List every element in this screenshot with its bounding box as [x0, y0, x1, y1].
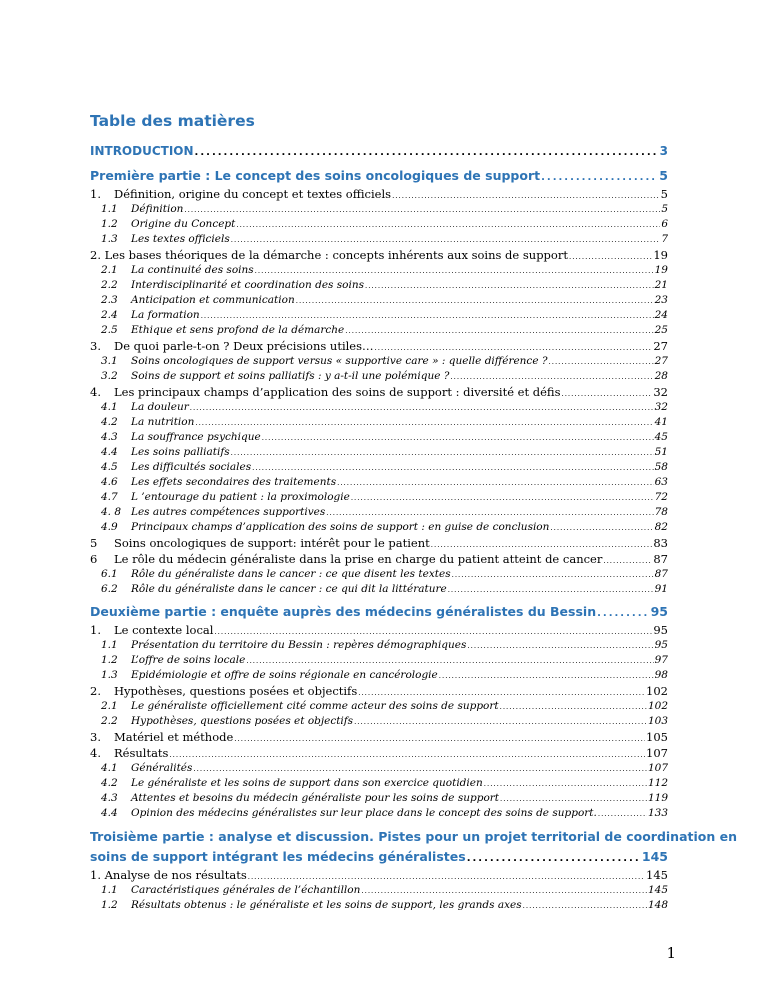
toc-entry-number: 4.4: [101, 446, 118, 458]
toc-entry-label: Définition: [131, 203, 184, 215]
toc-entry-number: 6.2: [101, 583, 118, 595]
toc-entry-label: Ethique et sens profond de la démarche: [131, 324, 345, 336]
toc-entry-label: Le généraliste et les soins de support dans son exercice quotidien: [131, 777, 483, 789]
toc-entry-label: Rôle du généraliste dans le cancer : ce que disent les textes: [131, 568, 451, 580]
toc-part-2-entries: [90, 622, 668, 821]
dot-leader: [354, 715, 647, 729]
toc-part-label-line1: Troisième partie : analyse et discussion. Pistes pour un projet territorial de coordination en: [90, 829, 737, 844]
toc-subsection-entry[interactable]: [90, 806, 668, 821]
toc-entry-page: 27: [653, 339, 668, 353]
toc-entry-page: 32: [654, 401, 668, 413]
toc-subsection-entry[interactable]: [90, 415, 668, 430]
dot-leader: [598, 807, 647, 821]
toc-entry-number: 5: [90, 536, 98, 550]
dot-leader: [448, 583, 654, 597]
toc-entry-label: Attentes et besoins du médecin généraliste pour les soins de support: [131, 792, 500, 804]
toc-entry-number: 3.: [90, 730, 101, 744]
toc-entry-label: Présentation du territoire du Bessin : repères démographiques: [131, 639, 467, 651]
toc-entry-label: Définition, origine du concept et textes officiels: [114, 187, 392, 201]
dot-leader: [431, 537, 653, 551]
toc-entry-number: 1.: [90, 623, 101, 637]
toc-subsection-entry[interactable]: [90, 653, 668, 668]
toc-entry-label: Hypothèses, questions posées et objectifs: [131, 715, 354, 727]
toc-entry-number: 4.3: [101, 792, 118, 804]
toc-section-entry[interactable]: [90, 683, 668, 699]
toc-entry-label: Origine du Concept: [131, 218, 236, 230]
toc-entry-number: 1.1: [101, 639, 118, 651]
toc-entry-page: 19: [653, 248, 668, 262]
toc-entry-label: L’offre de soins locale: [131, 654, 246, 666]
toc-entry-label: Les difficultés sociales: [131, 461, 252, 473]
dot-leader: [246, 654, 653, 668]
toc-entry-number: 3.2: [101, 370, 118, 382]
toc-entry-number: 4.1: [101, 401, 118, 413]
dot-leader: [550, 521, 653, 535]
toc-entry-page: 83: [653, 536, 668, 550]
toc-entry-page: 41: [654, 416, 668, 428]
toc-part-label-line2-row: [90, 847, 668, 867]
toc-entry-label: 1. Analyse de nos résultats: [90, 868, 247, 882]
toc-subsection-entry[interactable]: [90, 475, 668, 490]
dot-leader: [597, 604, 649, 622]
toc-entry-number: 1.1: [101, 203, 118, 215]
dot-leader: [326, 506, 653, 520]
toc-entry-page: 6: [661, 218, 668, 230]
toc-subsection-entry[interactable]: [90, 699, 668, 714]
dot-leader: [190, 401, 654, 415]
toc-subsection-entry[interactable]: [90, 460, 668, 475]
dot-leader: [184, 203, 660, 217]
toc-entry-number: 3.: [90, 339, 101, 353]
toc-entry-number: 4.1: [101, 762, 118, 774]
toc-section-entry[interactable]: [90, 535, 668, 551]
toc-entry-page: 19: [654, 264, 668, 276]
toc-entry-page: 45: [654, 431, 668, 443]
toc-entry-number: 2.2: [101, 715, 118, 727]
toc-entry-number: 6: [90, 552, 98, 566]
toc-subsection-entry[interactable]: [90, 567, 668, 582]
toc-subsection-entry[interactable]: [90, 776, 668, 791]
table-of-contents: [90, 142, 737, 913]
dot-leader: [467, 849, 641, 867]
dot-leader: [195, 144, 659, 160]
toc-entry-page: 105: [646, 730, 668, 744]
dot-leader: [201, 309, 654, 323]
toc-subsection-entry[interactable]: [90, 263, 668, 278]
toc-entry-label: Les soins palliatifs: [131, 446, 230, 458]
toc-subsection-entry[interactable]: [90, 638, 668, 653]
page-number: 1: [666, 944, 676, 962]
toc-subsection-entry[interactable]: [90, 202, 668, 217]
toc-subsection-entry[interactable]: [90, 714, 668, 729]
toc-entry-number: 1.2: [101, 899, 118, 911]
dot-leader: [603, 553, 652, 567]
dot-leader: [169, 747, 645, 761]
toc-entry-number: 4.2: [101, 416, 118, 428]
toc-entry-page: 63: [654, 476, 668, 488]
toc-entry-number: 1.: [90, 187, 101, 201]
dot-leader: [193, 762, 647, 776]
toc-subsection-entry[interactable]: [90, 582, 668, 597]
toc-entry-number: 3.1: [101, 355, 118, 367]
toc-entry-number: 1.2: [101, 218, 118, 230]
toc-section-entry[interactable]: [90, 247, 668, 263]
dot-leader: [541, 168, 658, 186]
toc-entry-page: 72: [654, 491, 668, 503]
toc-entry-page: 27: [654, 355, 668, 367]
toc-entry-page: 133: [647, 807, 668, 819]
toc-entry-page: 23: [654, 294, 668, 306]
toc-entry-page: 87: [653, 552, 668, 566]
toc-subsection-entry[interactable]: [90, 791, 668, 806]
toc-entry-page: 102: [647, 700, 668, 712]
toc-section-entry[interactable]: [90, 622, 668, 638]
toc-entry-label: Le généraliste officiellement cité comme acteur des soins de support: [131, 700, 499, 712]
toc-entry-number: 6.1: [101, 568, 118, 580]
toc-part-label-line2: soins de support intégrant les médecins généralistes: [90, 849, 466, 864]
toc-entry-label: La douleur: [131, 401, 189, 413]
toc-section-entry[interactable]: [90, 729, 668, 745]
toc-entry-label: La nutrition: [131, 416, 195, 428]
toc-part-label: Première partie : Le concept des soins oncologiques de support: [90, 168, 541, 183]
toc-part-page: 95: [650, 604, 668, 619]
dot-leader: [365, 279, 654, 293]
dot-leader: [337, 476, 654, 490]
dot-leader: [569, 249, 652, 263]
toc-subsection-entry[interactable]: [90, 668, 668, 683]
dot-leader: [248, 869, 645, 883]
toc-entry-number: 2.4: [101, 309, 118, 321]
dot-leader: [255, 264, 654, 278]
toc-entry-label: Soins de support et soins palliatifs : y a-t-il une polémique ?: [131, 370, 450, 382]
toc-part-page: 145: [641, 849, 668, 864]
toc-entry-number: 2.1: [101, 700, 118, 712]
toc-entry-label: Interdisciplinarité et coordination des soins: [131, 279, 364, 291]
toc-entry-label: Généralités: [131, 762, 193, 774]
toc-entry-number: 4.9: [101, 521, 118, 533]
dot-leader: [252, 461, 654, 475]
dot-leader: [214, 624, 652, 638]
toc-entry-page: 82: [654, 521, 668, 533]
toc-entry-page: 112: [647, 777, 668, 789]
dot-leader: [561, 386, 652, 400]
toc-subsection-entry[interactable]: [90, 883, 668, 898]
toc-entry-page: 5: [661, 203, 668, 215]
toc-entry-page: 148: [647, 899, 668, 911]
dot-leader: [392, 188, 660, 202]
dot-leader: [236, 218, 660, 232]
dot-leader: [358, 685, 645, 699]
toc-entry-page: 3: [659, 144, 668, 158]
toc-entry-label: 2. Les bases théoriques de la démarche : concepts inhérents aux soins de support: [90, 248, 568, 262]
toc-section-entry[interactable]: [90, 186, 668, 202]
toc-entry-page: 102: [646, 684, 668, 698]
toc-part-1-entries: [90, 186, 668, 597]
dot-leader: [296, 294, 654, 308]
toc-entry-number: 4. 8: [101, 506, 122, 518]
toc-entry-page: 98: [654, 669, 668, 681]
toc-entry-label: INTRODUCTION: [90, 144, 194, 158]
toc-entry-number: 1.3: [101, 233, 118, 245]
toc-entry-number: 4.: [90, 746, 101, 760]
toc-entry-label: La souffrance psychique: [131, 431, 261, 443]
dot-leader: [262, 431, 654, 445]
toc-entry-label: Matériel et méthode: [114, 730, 234, 744]
toc-entry-page: 7: [661, 233, 668, 245]
toc-entry-introduction[interactable]: [90, 142, 668, 160]
toc-part-3-entries: [90, 867, 668, 913]
toc-entry-label: La continuité des soins: [131, 264, 254, 276]
toc-entry-page: 24: [654, 309, 668, 321]
toc-entry-label: Les principaux champs d’application des soins de support : diversité et défis: [114, 385, 561, 399]
toc-entry-number: 2.5: [101, 324, 118, 336]
toc-entry-page: 145: [647, 884, 668, 896]
toc-entry-label: Hypothèses, questions posées et objectifs: [114, 684, 358, 698]
dot-leader: [351, 491, 654, 505]
toc-entry-label: De quoi parle-t-on ? Deux précisions utiles…: [114, 339, 374, 353]
toc-entry-label: Les effets secondaires des traitements: [131, 476, 337, 488]
dot-leader: [467, 639, 653, 653]
toc-entry-page: 5: [660, 187, 668, 201]
toc-entry-number: 4.6: [101, 476, 118, 488]
toc-entry-label: Principaux champs d’application des soins de support : en guise de conclusion: [131, 521, 550, 533]
toc-subsection-entry[interactable]: [90, 761, 668, 776]
toc-entry-label: La formation: [131, 309, 200, 321]
toc-part-3[interactable]: [90, 827, 737, 867]
toc-part-1[interactable]: [90, 166, 668, 186]
toc-subsection-entry[interactable]: [90, 354, 668, 369]
toc-subsection-entry[interactable]: [90, 369, 668, 384]
toc-entry-page: 21: [654, 279, 668, 291]
dot-leader: [439, 669, 654, 683]
toc-entry-page: 58: [654, 461, 668, 473]
toc-entry-page: 51: [654, 446, 668, 458]
toc-subsection-entry[interactable]: [90, 232, 668, 247]
toc-subsection-entry[interactable]: [90, 430, 668, 445]
toc-part-label: Deuxième partie : enquête auprès des médecins généralistes du Bessin: [90, 604, 597, 619]
dot-leader: [231, 233, 661, 247]
toc-entry-label: Le rôle du médecin généraliste dans la prise en charge du patient atteint de cancer: [114, 552, 603, 566]
toc-entry-number: 4.4: [101, 807, 118, 819]
toc-entry-page: 32: [653, 385, 668, 399]
toc-entry-number: 1.3: [101, 669, 118, 681]
toc-entry-page: 97: [654, 654, 668, 666]
toc-entry-page: 145: [646, 868, 668, 882]
toc-subsection-entry[interactable]: [90, 505, 668, 520]
toc-entry-label: Les textes officiels: [131, 233, 230, 245]
toc-entry-label: Soins oncologiques de support versus « supportive care » : quelle différence ?: [131, 355, 548, 367]
dot-leader: [361, 884, 647, 898]
toc-subsection-entry[interactable]: [90, 308, 668, 323]
toc-entry-page: 107: [647, 762, 668, 774]
toc-entry-page: 78: [654, 506, 668, 518]
toc-entry-label: Les autres compétences supportives: [131, 506, 326, 518]
toc-subsection-entry[interactable]: [90, 293, 668, 308]
toc-subsection-entry[interactable]: [90, 278, 668, 293]
dot-leader: [523, 899, 647, 913]
dot-leader: [375, 340, 653, 354]
toc-entry-number: 4.: [90, 385, 101, 399]
toc-subsection-entry[interactable]: [90, 217, 668, 232]
toc-section-entry[interactable]: [90, 338, 668, 354]
toc-entry-page: 28: [654, 370, 668, 382]
toc-entry-page: 95: [653, 623, 668, 637]
toc-entry-label: Résultats: [114, 746, 169, 760]
toc-entry-number: 1.2: [101, 654, 118, 666]
toc-entry-page: 87: [654, 568, 668, 580]
dot-leader: [234, 731, 645, 745]
toc-entry-page: 95: [654, 639, 668, 651]
toc-section-entry[interactable]: [90, 384, 668, 400]
toc-part-2[interactable]: [90, 602, 668, 622]
toc-section-entry[interactable]: [90, 745, 668, 761]
toc-subsection-entry[interactable]: [90, 898, 668, 913]
dot-leader: [549, 355, 654, 369]
toc-entry-number: 4.5: [101, 461, 118, 473]
toc-section-entry[interactable]: [90, 867, 668, 883]
dot-leader: [452, 568, 654, 582]
dot-leader: [500, 700, 647, 714]
toc-entry-number: 2.3: [101, 294, 118, 306]
toc-entry-page: 91: [654, 583, 668, 595]
dot-leader: [500, 792, 647, 806]
dot-leader: [450, 370, 653, 384]
toc-subsection-entry[interactable]: [90, 445, 668, 460]
toc-entry-page: 107: [646, 746, 668, 760]
toc-entry-label: L ’entourage du patient : la proximologie: [131, 491, 350, 503]
toc-subsection-entry[interactable]: [90, 400, 668, 415]
dot-leader: [484, 777, 647, 791]
toc-entry-number: 1.1: [101, 884, 118, 896]
toc-entry-label: Opinion des médecins généralistes sur leur place dans le concept des soins de support.: [131, 807, 597, 819]
toc-subsection-entry[interactable]: [90, 323, 668, 338]
toc-entry-number: 4.7: [101, 491, 118, 503]
dot-leader: [345, 324, 653, 338]
toc-entry-label: Anticipation et communication: [131, 294, 295, 306]
toc-entry-label: Caractéristiques générales de l’échantillon: [131, 884, 361, 896]
toc-entry-number: 2.1: [101, 264, 118, 276]
toc-entry-number: 4.3: [101, 431, 118, 443]
toc-part-page: 5: [659, 168, 668, 183]
toc-entry-page: 103: [647, 715, 668, 727]
toc-entry-number: 2.: [90, 684, 101, 698]
toc-entry-label: Rôle du généraliste dans le cancer : ce qui dit la littérature: [131, 583, 447, 595]
toc-entry-page: 119: [647, 792, 668, 804]
toc-entry-label: Soins oncologiques de support: intérêt pour le patient: [114, 536, 430, 550]
toc-entry-label: Epidémiologie et offre de soins régionale en cancérologie: [131, 669, 438, 681]
toc-section-entry[interactable]: [90, 551, 668, 567]
toc-entry-label: Résultats obtenus : le généraliste et les soins de support, les grands axes: [131, 899, 522, 911]
toc-subsection-entry[interactable]: [90, 520, 668, 535]
toc-title: Table des matières: [90, 112, 255, 130]
toc-entry-number: 4.2: [101, 777, 118, 789]
toc-entry-page: 25: [654, 324, 668, 336]
toc-entry-number: 2.2: [101, 279, 118, 291]
toc-subsection-entry[interactable]: [90, 490, 668, 505]
dot-leader: [231, 446, 654, 460]
dot-leader: [195, 416, 653, 430]
toc-entry-label: Le contexte local: [114, 623, 214, 637]
